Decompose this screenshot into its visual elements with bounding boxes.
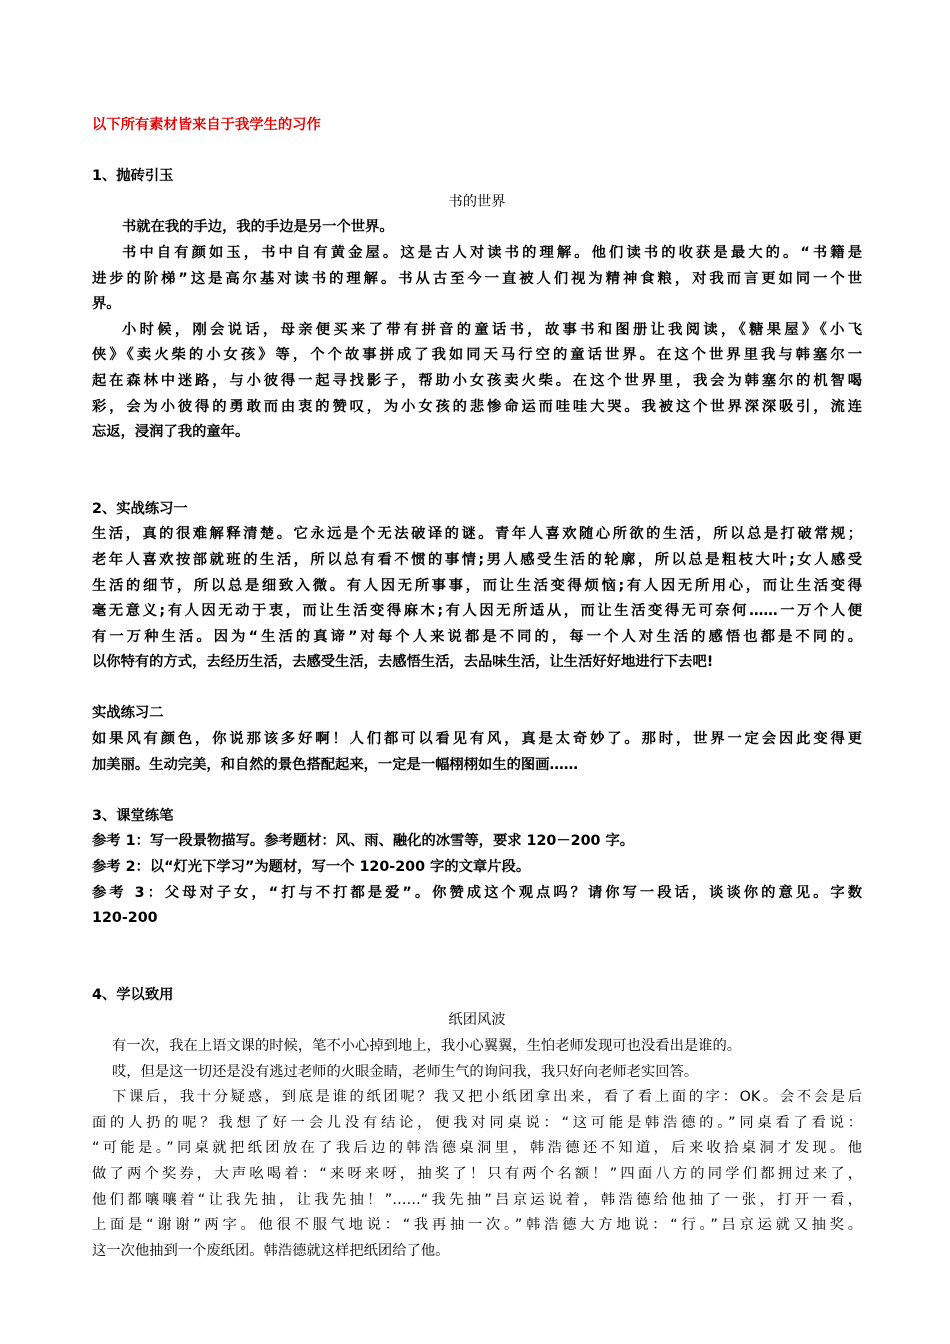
intro-note: 以下所有素材皆来自于我学生的习作: [92, 117, 321, 133]
section-4-heading: 4、学以致用: [92, 986, 174, 1003]
paragraph-line: 忘返，浸润了我的童年。: [92, 424, 250, 441]
paragraph-line: 以你特有的方式，去经历生活，去感受生活，去感悟生活，去品味生活，让生活好好地进行下去吧!: [92, 654, 714, 671]
paragraph-line: 起在森林中迷路，与小彼得一起寻找影子，帮助小女孩卖火柴。在这个世界里，我会为韩塞尔的机智喝: [92, 372, 862, 389]
paragraph-line: 书就在我的手边，我的手边是另一个世界。: [122, 219, 394, 236]
paragraph-line: 侠》《卖火柴的小女孩》等，个个故事拼成了我如同天马行空的童话世界。在这个世界里我与韩塞尔一: [92, 347, 862, 364]
essay-title-paper-ball: 纸团风波: [448, 1012, 506, 1029]
essay-title-book-world: 书的世界: [448, 193, 506, 210]
paragraph-line: “可能是。”同桌就把纸团放在了我后边的韩浩德桌洞里，韩浩德还不知道，后来收拾桌洞才发现。他: [92, 1140, 862, 1157]
section-1-heading: 1、抛砖引玉: [92, 168, 174, 185]
reference-line: 120-200: [92, 910, 158, 927]
paragraph-line: 小时候，刚会说话，母亲便买来了带有拼音的童话书，故事书和图册让我阅读，《糖果屋》《小飞: [122, 321, 862, 338]
section-2-heading: 2、实战练习一: [92, 500, 188, 517]
paragraph-line: 进步的阶梯”这是高尔基对读书的理解。书从古至今一直被人们视为精神食粮，对我而言更如同一个世: [92, 270, 862, 287]
paragraph-line: 彩，会为小彼得的勇敢而由衷的赞叹，为小女孩的悲惨命运而哇哇大哭。我被这个世界深深吸引，流连: [92, 398, 862, 415]
paragraph-line: 生活，真的很难解释清楚。它永远是个无法破译的谜。青年人喜欢随心所欲的生活，所以总是打破常规；: [92, 526, 862, 543]
paragraph-line: 做了两个奖券，大声吆喝着：“来呀来呀，抽奖了！只有两个名额！”四面八方的同学们都拥过来了，: [92, 1165, 862, 1182]
reference-line: 参考 2：以“灯光下学习”为题材，写一个 120-200 字的文章片段。: [92, 859, 531, 876]
paragraph-line: 有一次，我在上语文课的时候，笔不小心掉到地上，我小心翼翼，生怕老师发现可也没看出是谁的。: [112, 1038, 742, 1054]
reference-line: 参考 1：写一段景物描写。参考题材：风、雨、融化的冰雪等，要求 120－200 字。: [92, 833, 635, 850]
paragraph-line: 老年人喜欢按部就班的生活，所以总有看不惯的事情;男人感受生活的轮廓，所以总是粗枝大叶;女人感受: [92, 551, 862, 568]
paragraph-line: 这一次他抽到一个废纸团。韩浩德就这样把纸团给了他。: [92, 1242, 450, 1259]
paragraph-line: 面的人扔的呢？我想了好一会儿没有结论，便我对同桌说：“这可能是韩浩德的。”同桌看了看说：: [92, 1114, 862, 1131]
practice-2-heading: 实战练习二: [92, 705, 164, 722]
paragraph-line: 加美丽。生动完美，和自然的景色搭配起来，一定是一幅栩栩如生的图画……: [92, 756, 579, 773]
paragraph-line: 界。: [92, 296, 121, 313]
paragraph-line: 哎，但是这一切还是没有逃过老师的火眼金睛，老师生气的询问我，我只好向老师老实回答。: [112, 1063, 699, 1080]
paragraph-line: 下课后，我十分疑惑，到底是谁的纸团呢？我又把小纸团拿出来，看了看上面的字：OK。会不会是后: [112, 1089, 862, 1106]
paragraph-line: 上面是“谢谢”两字。他很不服气地说：“我再抽一次。”韩浩德大方地说：“行。”吕京运就又抽奖。: [92, 1217, 862, 1234]
paragraph-line: 生活的细节，所以总是细致入微。有人因无所事事，而让生活变得烦恼;有人因无所用心，而让生活变得: [92, 577, 862, 594]
paragraph-line: 他们都嚷嚷着“让我先抽，让我先抽！”……“我先抽”吕京运说着，韩浩德给他抽了一张，打开一看，: [92, 1191, 862, 1208]
paragraph-line: 有一万种生活。因为“生活的真谛”对每个人来说都是不同的，每一个人对生活的感悟也都是不同的。: [92, 628, 862, 645]
paragraph-line: 书中自有颜如玉，书中自有黄金屋。这是古人对读书的理解。他们读书的收获是最大的。“书籍是: [122, 244, 862, 261]
paragraph-line: 如果风有颜色，你说那该多好啊！人们都可以看见有风，真是太奇妙了。那时，世界一定会因此变得更: [92, 731, 862, 748]
document-body: [92, 113, 862, 1264]
paragraph-line: 毫无意义;有人因无动于衷，而让生活变得麻木;有人因无所适从，而让生活变得无可奈何……一万个人便: [92, 603, 862, 620]
section-3-heading: 3、课堂练笔: [92, 807, 174, 824]
reference-line: 参考 3：父母对子女，“打与不打都是爱”。你赞成这个观点吗？请你写一段话，谈谈你的意见。字数: [92, 884, 862, 901]
